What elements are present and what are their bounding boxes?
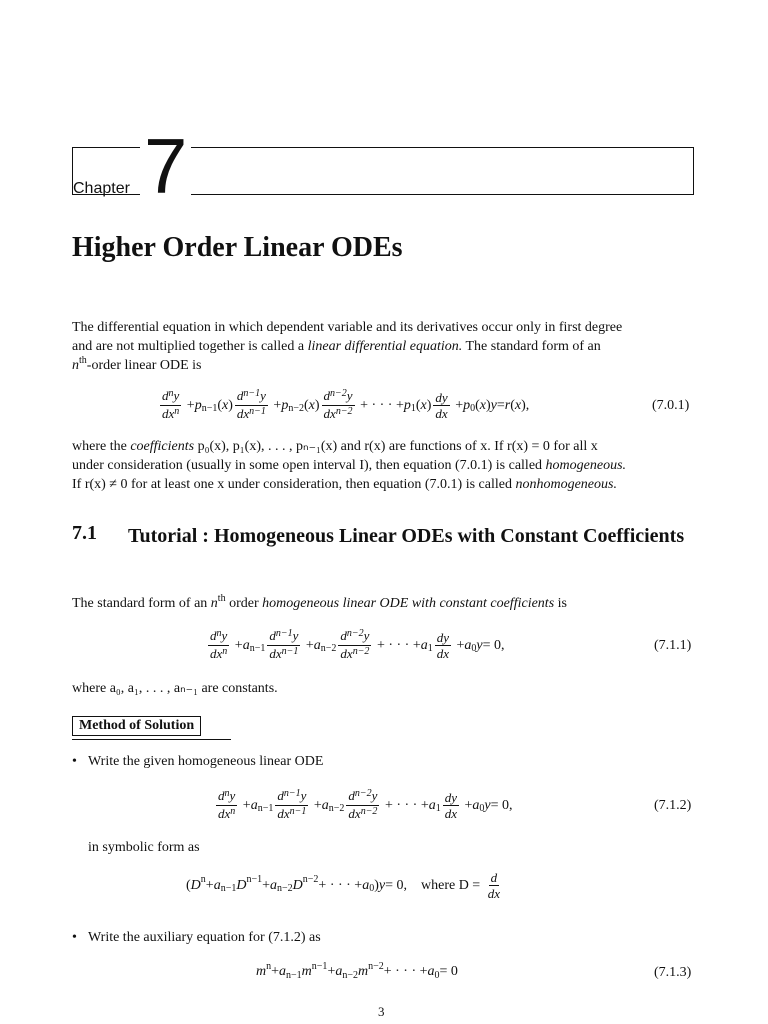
after-equation-paragraph — [72, 437, 696, 494]
equation-7-0-1: $\frac{d^ny}{dx^n}$ + p n−1 ( x ) $\frac{d^{n-1}y}{dx^{n-1}}$ + p n−2 ( x ) $\frac{d^{n-2}y}{dx^{n-2}}$ + · · · + p 1 ( x ) $\frac{dy}{dx}$ + p 0 ( x ) y = r ( x ), — [162, 388, 530, 421]
symbolic-form-text: in symbolic form as — [88, 840, 200, 855]
bullet-icon: • — [72, 930, 77, 945]
chapter-number: 7 — [140, 126, 191, 206]
intro-line-1: The differential equation in which dependent variable and its derivatives occur only in first degree — [72, 320, 623, 335]
page-number: 3 — [378, 1004, 385, 1019]
equation-7-1-1: $\frac{d^ny}{dx^n}$ + a n−1 $\frac{d^{n-1}y}{dx^{n-1}}$ + a n−2 $\frac{d^{n-2}y}{dx^{n-2}}$ + · · · + a 1 $\frac{dy}{dx}$ + a 0 y = 0, — [210, 628, 505, 661]
chapter-word: Chapter — [73, 180, 130, 197]
section-title: Tutorial : Homogeneous Linear ODEs with Constant Coefficients — [128, 525, 685, 547]
equation-label-7-1-3: (7.1.3) — [654, 965, 692, 980]
bullet-item-1: • Write the given homogeneous linear ODE — [72, 754, 324, 769]
intro-line-2: and are not multiplied together is called a linear differential equation. The standard form of an — [72, 339, 601, 354]
after-line-1: where the coefficients p₀(x), p₁(x), . . . , pₙ₋₁(x) and r(x) are functions of x. If r(x) = 0 for all x — [72, 439, 598, 454]
section-number: 7.1 — [72, 522, 97, 544]
equation-label-7-0-1: (7.0.1) — [652, 398, 690, 413]
chapter-title: Higher Order Linear ODEs — [72, 232, 403, 263]
bullet-icon: • — [72, 754, 77, 769]
equation-7-1-3: m n + a n−1 m n−1 + a n−2 m n−2 + · · · + a 0 = 0 — [256, 960, 458, 981]
after-line-2: under consideration (usually in some open interval I), then equation (7.0.1) is called homogeneous. — [72, 458, 627, 473]
bullet-item-2: • Write the auxiliary equation for (7.1.2) as — [72, 930, 321, 945]
equation-label-7-1-1: (7.1.1) — [654, 638, 692, 653]
method-of-solution-box: Method of Solution — [72, 716, 201, 736]
intro-paragraph — [72, 318, 696, 376]
intro-line-3: $n^{th}$-order linear ODE is — [72, 355, 202, 373]
equation-symbolic: ( D n + a n−1 D n−1 + a n−2 D n−2 + · · · + a 0 ) y = 0, where D = $\frac{d}{dx}$ — [186, 870, 500, 901]
equation-7-1-2: $\frac{d^ny}{dx^n}$ + a n−1 $\frac{d^{n-1}y}{dx^{n-1}}$ + a n−2 $\frac{d^{n-2}y}{dx^{n-2}}$ + · · · + a 1 $\frac{dy}{dx}$ + a 0 y = 0, — [218, 788, 513, 821]
constants-sentence: where a₀, a₁, . . . , aₙ₋₁ are constants. — [72, 681, 278, 696]
standard-form-paragraph: The standard form of an $n^{th}$ order homogeneous linear ODE with constant coefficients is — [72, 593, 567, 611]
method-underline — [72, 739, 231, 740]
equation-label-7-1-2: (7.1.2) — [654, 798, 692, 813]
after-line-3: If r(x) ≠ 0 for at least one x under consideration, then equation (7.0.1) is called nonhomogeneous. — [72, 477, 617, 492]
